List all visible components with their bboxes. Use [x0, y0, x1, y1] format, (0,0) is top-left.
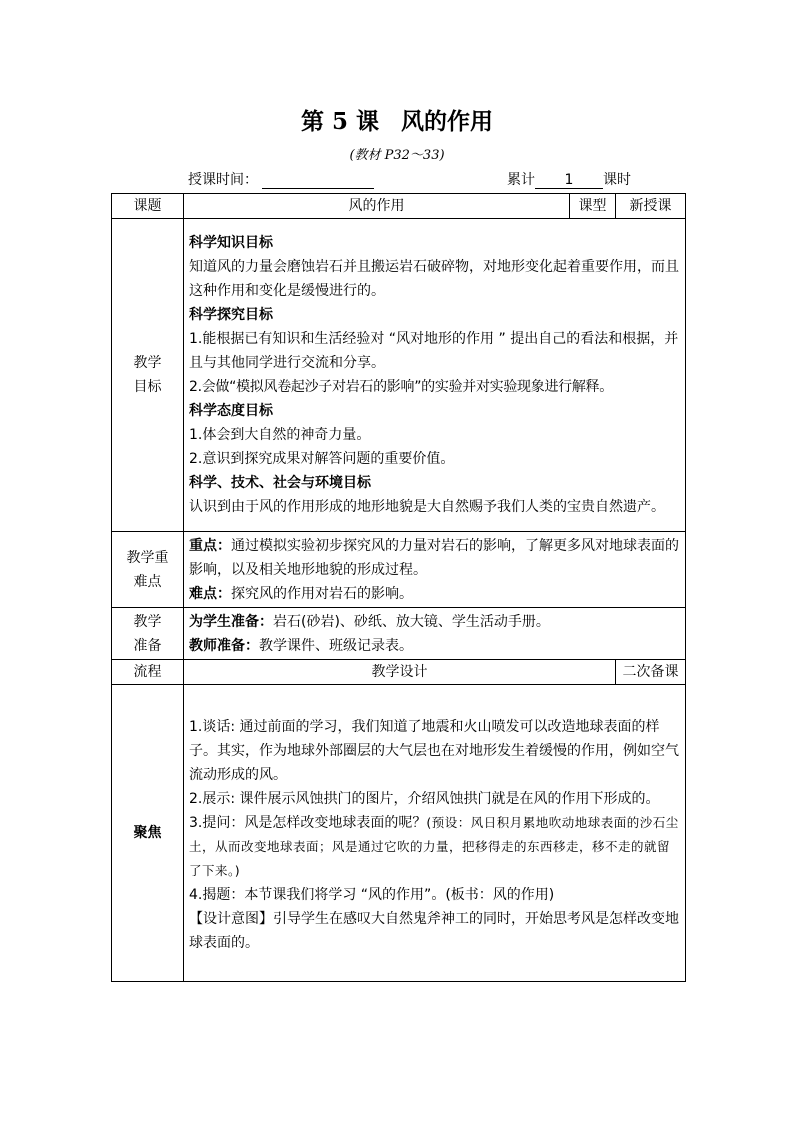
focus-step-4: 4.揭题：本节课我们将学习 “风的作用”。(板书：风的作用) — [189, 886, 555, 903]
preparation-row — [112, 608, 686, 660]
preparation-label: 教学准备 — [112, 608, 184, 660]
sts-goal-heading: 科学、技术、社会与环境目标 — [189, 475, 371, 491]
attitude-goal-2: 2.意识到探究成果对解答问题的重要价值。 — [189, 451, 455, 467]
lesson-plan-table — [111, 193, 686, 982]
design-header: 教学设计 — [184, 660, 616, 685]
focus-step-1: 1.谈话: 通过前面的学习，我们知道了地震和火山喷发可以改造地球表面的样子。其实，作为地球外部圈层的大气层也在对地形发生着缓慢的作用，例如空气流动形成的风。 — [189, 718, 679, 783]
lesson-count-field — [507, 169, 631, 189]
inquiry-goal-1: 1.能根据已有知识和生活经验对 “风对地形的作用 ” 提出自己的看法和根据，并且与其他同学进行交流和分享。 — [189, 331, 679, 371]
goals-label: 教学目标 — [112, 219, 184, 532]
focus-row — [112, 685, 686, 982]
lesson-type-label: 课型 — [570, 194, 616, 219]
attitude-goal-heading: 科学态度目标 — [189, 403, 273, 419]
topic-label: 课题 — [112, 194, 184, 219]
lesson-count-label: 累计 — [507, 172, 535, 188]
student-preparation: 为学生准备：岩石(砂岩)、砂纸、放大镜、学生活动手册。 — [189, 613, 550, 630]
page-title — [0, 103, 794, 136]
teacher-preparation: 教师准备：教学课件、班级记录表。 — [189, 637, 413, 654]
key-points-label: 教学重难点 — [112, 532, 184, 608]
teaching-time-label: 授课时间： — [188, 172, 258, 188]
inquiry-goal-2: 2.会做“模拟风卷起沙子对岩石的影响”的实验并对实验现象进行解释。 — [189, 379, 613, 395]
design-intent: 【设计意图】引导学生在感叹大自然鬼斧神工的同时，开始思考风是怎样改变地球表面的。 — [189, 910, 679, 951]
focus-content — [184, 685, 686, 982]
sts-goal-text: 认识到由于风的作用形成的地形地貌是大自然赐予我们人类的宝贵自然遗产。 — [189, 499, 665, 515]
key-points-row — [112, 532, 686, 608]
lesson-count-value: 1 — [535, 172, 603, 189]
attitude-goal-1: 1.体会到大自然的神奇力量。 — [189, 427, 371, 443]
focus-step-3: 3.提问：风是怎样改变地球表面的呢？(预设：风日积月累地吹动地球表面的沙石尘土，从而改变地球表面；风是通过它吹的力量，把移得走的东西移走，移不走的就留了下来。) — [189, 814, 679, 878]
lesson-number: 第 5 课 — [300, 108, 380, 135]
topic-value: 风的作用 — [184, 194, 570, 219]
lesson-count-unit: 课时 — [603, 172, 631, 188]
design-header-row — [112, 660, 686, 685]
goals-row — [112, 219, 686, 532]
difficult-point: 难点：探究风的作用对岩石的影响。 — [189, 585, 413, 602]
key-points-content — [184, 532, 686, 608]
topic-row — [112, 194, 686, 219]
teaching-time-field — [188, 169, 374, 189]
lesson-title: 风的作用 — [401, 108, 494, 135]
key-point: 重点：通过模拟实验初步探究风的力量对岩石的影响，了解更多风对地球表面的影响，以及相关地形地貌的形成过程。 — [189, 537, 679, 578]
knowledge-goal-text: 知道风的力量会磨蚀岩石并且搬运岩石破碎物，对地形变化起着重要作用，而且这种作用和变化是缓慢进行的。 — [189, 259, 679, 299]
preparation-content — [184, 608, 686, 660]
focus-label: 聚焦 — [112, 685, 184, 982]
textbook-reference: (教材 P32～33) — [349, 148, 445, 163]
teaching-time-blank — [262, 174, 374, 189]
flow-header: 流程 — [112, 660, 184, 685]
second-prep-header: 二次备课 — [616, 660, 686, 685]
focus-step-2: 2.展示: 课件展示风蚀拱门的图片，介绍风蚀拱门就是在风的作用下形成的。 — [189, 790, 660, 807]
knowledge-goal-heading: 科学知识目标 — [189, 235, 273, 251]
goals-content — [184, 219, 686, 532]
lesson-type-value: 新授课 — [616, 194, 686, 219]
inquiry-goal-heading: 科学探究目标 — [189, 307, 273, 323]
